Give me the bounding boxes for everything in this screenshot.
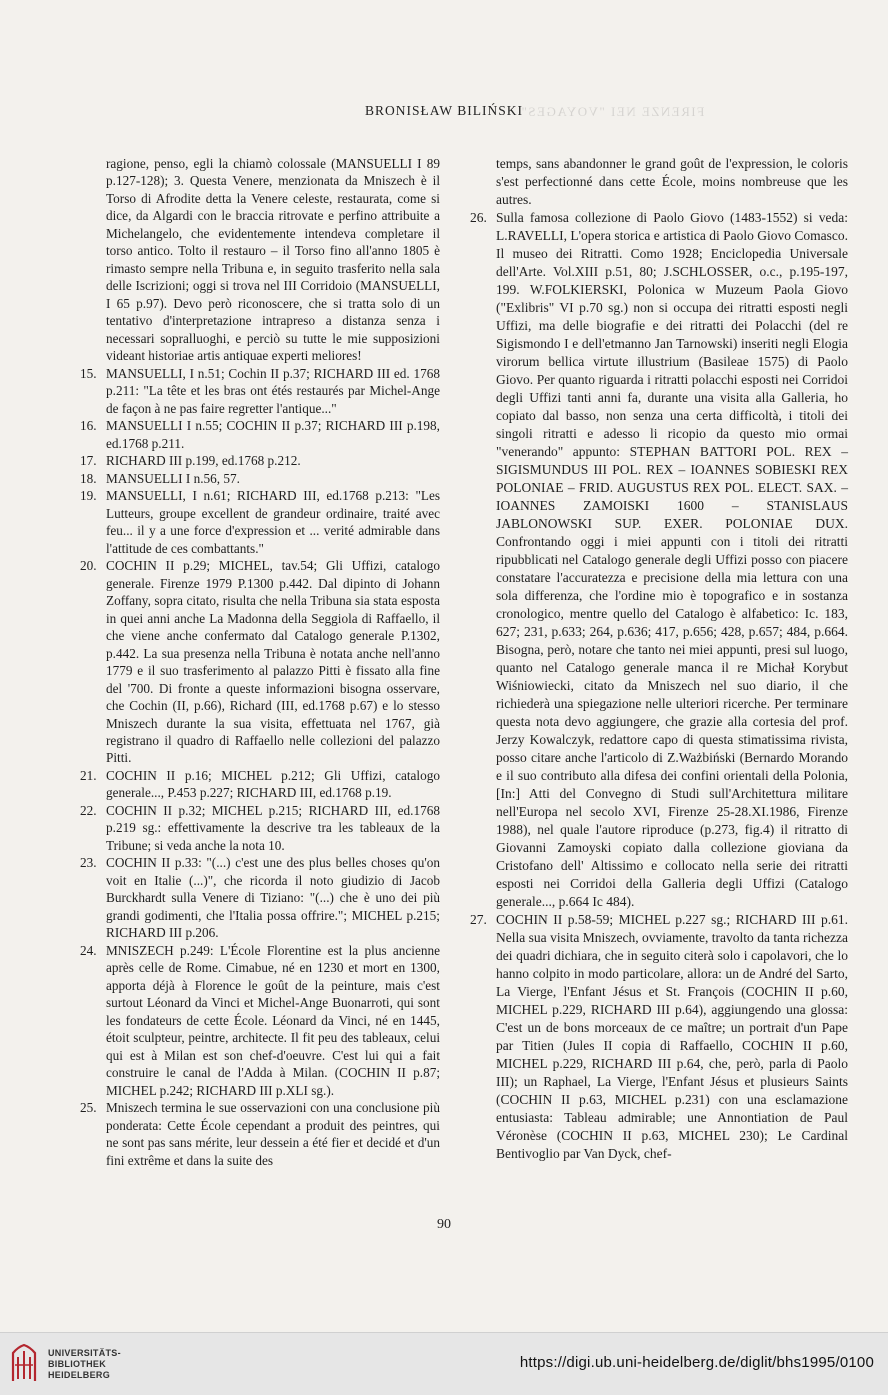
footnote-number: 17. (80, 453, 97, 469)
footnote-number: 19. (80, 488, 97, 504)
page-number: 90 (437, 1217, 451, 1232)
footnote-text: COCHIN II p.58-59; MICHEL p.227 sg.; RICHARD III p.61. Nella sua visita Mniszech, ovviamente, travolto da tanta richezza dei quadri dichiara, che in seguito citerà solo i capolavori, che lo hanno colpito in modo particolare, allora: un de André del Sarto, La Vierge, l'Enfant Jésus et St. François (COCHIN II p.60, MICHEL p.229, RICHARD III p.64), aggiungendo una glossa: C'est un de bons morceaux de ce maître; un portrait d'un Pape par Titien (Jules II copia di Raffaello, COCHIN II p.60, MICHEL p.229, RICHARD III p.64, che, però, parla di Paolo III); un Raphael, La Vierge, l'Enfant Jésus et plusieurs Saints (COCHIN II p.63, MICHEL p.231) con una esclamazione entusiasta: Tableau admirable; une Annontiation de Paul Véronèse (COCHIN II p.63, MICHEL 230); Le Cardinal Bentivoglio par Van Dyck, chef- (496, 912, 848, 1161)
footnote-19 (80, 487, 440, 557)
footnote-16 (80, 417, 440, 452)
note-14-continuation: ragione, penso, egli la chiamò colossale (MANSUELLI I 89 p.127-128); 3. Questa Venere, menzionata da Mniszech è il Torso di Afrodite detta la Venere celeste, restaurata, come si dice, da Algardi con le braccia ritrovate e perfino attribuite a Michelangelo, che evidentemente intendeva completare il torso antico. Tolto il restauro – il Torso fino all'anno 1805 è rimasto sempre nella Tribuna e, in seguito trasferito nella sala delle Iscrizioni; oggi si trova nel III Corridoio (MANSUELLI, I 65 p.97). Devo però riconoscere, che si tratta solo di un tentativo d'interpretazione intrapreso a distanza senza i necessari sopralluoghi, e perciò su tutte le mie supposizioni videant historiae artis antiquae experti meliores! (106, 156, 440, 364)
footnote-number: 16. (80, 418, 97, 434)
footnote-22 (80, 802, 440, 854)
footnote-text: MANSUELLI, I n.61; RICHARD III, ed.1768 p.213: "Les Lutteurs, groupe excellent de grandeur ordinaire, traité avec feu... il y a une force d'expression et ... verité admirable dans l'attitude de ces combattants." (106, 488, 440, 556)
institution-name (48, 1348, 121, 1381)
footnote-number: 20. (80, 558, 97, 574)
footnote-number: 21. (80, 767, 97, 783)
permalink-url[interactable]: https://digi.ub.uni-heidelberg.de/diglit/bhs1995/0100 (519, 1354, 874, 1371)
footnote-text: COCHIN II p.29; MICHEL, tav.54; Gli Uffizi, catalogo generale. Firenze 1979 P.1300 p.442. Dal dipinto di Johann Zoffany, sopra citato, risulta che nella Tribuna sia stata esposta in quei anni anche La Madonna della Seggiola di Raffaello, il che viene anche confermato dal Catalogo generale P.1302, p.442. La sua presenza nella Tribuna è notata anche nell'anno 1779 e il suo trasferimento al palazzo Pitti è fissato alla fine del '700. Di fronte a queste informazioni bisogna osservare, che Cochin (II, p.66), Richard (III, ed.1768 p.67) e lo stesso Mniszech durante la sua visita, effettuata nel 1767, già registrano il quadro di Raffaello nelle collezioni del palazzo Pitti. (106, 558, 440, 766)
footnote-27 (470, 911, 848, 1163)
footnote-text: RICHARD III p.199, ed.1768 p.212. (106, 453, 301, 469)
footnote-number: 25. (80, 1100, 97, 1116)
footnote-text: COCHIN II p.32; MICHEL p.215; RICHARD III, ed.1768 p.219 sg.: effettivamente la descrive tra les tableaux de la Tribune; si veda anche la nota 10. (106, 802, 440, 853)
footnote-number: 26. (470, 210, 487, 225)
footnote-number: 15. (80, 365, 97, 381)
footnote-text: COCHIN II p.16; MICHEL p.212; Gli Uffizi, catalogo generale..., P.453 p.227; RICHARD III, ed.1768 p.19. (106, 767, 440, 801)
institution-line: HEIDELBERG (48, 1370, 111, 1380)
footnote-text: MANSUELLI I n.55; COCHIN II p.37; RICHARD III p.198, ed.1768 p.211. (106, 418, 440, 451)
footnote-26 (470, 209, 848, 911)
footnote-text: COCHIN II p.33: "(...) c'est une des plus belles choses qu'on voit en Italie (...)", che ricorda il noto giudizio di Jacob Burckhardt sulla Venere di Tiziano: "(...) che è uno dei più grandi godimenti, che l'Italia possa offrire."; MICHEL p.215; RICHARD III p.206. (106, 855, 440, 941)
footnote-text: MANSUELLI I n.56, 57. (106, 470, 240, 486)
footnote-17 (80, 452, 440, 469)
footnote-number: 24. (80, 942, 97, 958)
bleed-through-header: FIRENZE NEI "VOYAGES" (520, 104, 705, 119)
footnote-number: 22. (80, 802, 97, 818)
footnote-text: MANSUELLI, I n.51; Cochin II p.37; RICHARD III ed. 1768 p.211: "La tête et les bras ont étés restaurés par Michel-Ange de façon à ne pas faire regretter l'antique..." (106, 365, 440, 416)
footnote-23 (80, 854, 440, 941)
footnote-21 (80, 767, 440, 802)
right-column (470, 155, 848, 1163)
footnote-15 (80, 365, 440, 417)
institution-line: BIBLIOTHEK (48, 1359, 106, 1369)
footnote-number: 23. (80, 855, 97, 871)
footnote-20 (80, 557, 440, 767)
footnote-18 (80, 470, 440, 487)
footnote-24 (80, 942, 440, 1099)
footnote-text: MNISZECH p.249: L'École Florentine est la plus ancienne après celle de Rome. Cimabue, né en 1230 et mort en 1300, apporta déjà à Florence le goût de la peinture, mais c'est surtout Léonard da Vinci et Michel-Ange Buonarroti, qui sont les fondateurs de cette École. Léonard da Vinci, né en 1445, étoit sculpteur, peintre, architecte. Il fit peu des tableaux, celui qui est à Milan est son chef-d'oeuvre. C'est lui qui a fait construire le canal de l'Adda à Milan. (COCHIN II p.87; MICHEL p.242; RICHARD III p.XLI sg.). (106, 942, 440, 1098)
note-25-continuation: temps, sans abandonner le grand goût de l'expression, le coloris s'est perfectionné dans cette École, moins nombreuse que les autres. (496, 156, 848, 207)
footnote-number: 18. (80, 470, 97, 486)
institution-line: UNIVERSITÄTS- (48, 1348, 121, 1358)
university-library-logo-icon (10, 1343, 38, 1383)
left-column (80, 155, 440, 1169)
footnote-number: 27. (470, 912, 487, 927)
running-header: BRONISŁAW BILIŃSKI (364, 103, 524, 118)
footnote-text: Sulla famosa collezione di Paolo Giovo (1483-1552) si veda: L.RAVELLI, L'opera storica e artistica di Paolo Giovo Comasco. Il museo dei Ritratti. Como 1928; Enciclopedia Universale dell'Arte. Vol.XIII p.51, 80; J.SCHLOSSER, o.c., p.195-197, 199. W.FOLKIERSKI, Polonica w Muzeum Paola Giovo ("Exlibris" VI p.70 sg.) non si occupa dei ritratti esposti negli Uffizi, ma delle biografie e dei ritratti dei Polacchi (del re Sigismondo I e dell'etmanno Jan Tarnowski) inseriti negli Elogia virorum bellica virtute illustrium (Basileae 1575) di Paolo Giovo. Per quanto riguarda i ritratti polacchi esposti nei Corridoi degli Uffizi tanti anni fa, durante una visita alla Galleria, ho copiato dal basso, non senza una certa difficoltà, i titoli dei singoli ritratti e adesso li ricopio da questo mio ormai "venerando" appunto: STEPHAN BATTORI POL. REX – SIGISMUNDUS III POL. REX – IOANNES SOBIESKI REX POLONIAE – FRID. AUGUSTUS REX POL. ELECT. SAX. – IOANNES ZAMOISKI 1600 – STANISLAUS JABLONOWSKI SUP. EXER. POLONIAE DUX. Confrontando oggi i miei appunti con i titoli dei ritratti ripubblicati nel Catalogo generale degli Uffizi posso con piacere constatare l'accuratezza e precisione della mia lettura con una sola differenza, che l'ordine mio è topografico e in sostanza cronologico, mentre quello del Catalogo è alfabetico: Ic. 183, 627; 231, p.633; 264, p.636; 417, p.656; 428, p.657; 484, p.664. Bisogna, però, notare che tanto nei miei appunti, presi sul luogo, quanto nel Catalogo generale manca il re Michał Korybut Wiśniowiecki, citato da Mniszech nel suo diario, il che richiederà una spiegazione nelle ulteriori ricerche. Per terminare questa nota devo aggiungere, che grazie alla cortesia del prof. Jerzy Kowalczyk, redattore capo di questa stimatissima rivista, posso citare anche l'articolo di Z.Ważbiński (Bernardo Morando e il suo contributo alla difesa dei confini orientali della Polonia, [In:] Atti del Convegno di Studi sull'Architettura militare nell'Europa nel secolo XVI, Firenze 25-28.XI.1986, Firenze 1988), nel quale l'autore riproduce (p.273, fig.4) il ritratto di Giovanni Zamoyski copiato dalla collezione gioviana da Cristofano dell' Altissimo e collocato nella serie dei ritratti esposti nei Corridoi della Galleria degli Uffizi (Catalogo generale..., p.664 Ic 484). (496, 210, 848, 909)
footnote-text: Mniszech termina le sue osservazioni con una conclusione più ponderata: Cette École cependant a produit des peintres, qui ne sont pas sans mérite, leur dessein a été fier et decidé et d'un fini extrême et dans la suite des (106, 1100, 440, 1168)
footnote-25 (80, 1099, 440, 1169)
viewer-footer-bar (0, 1332, 888, 1395)
